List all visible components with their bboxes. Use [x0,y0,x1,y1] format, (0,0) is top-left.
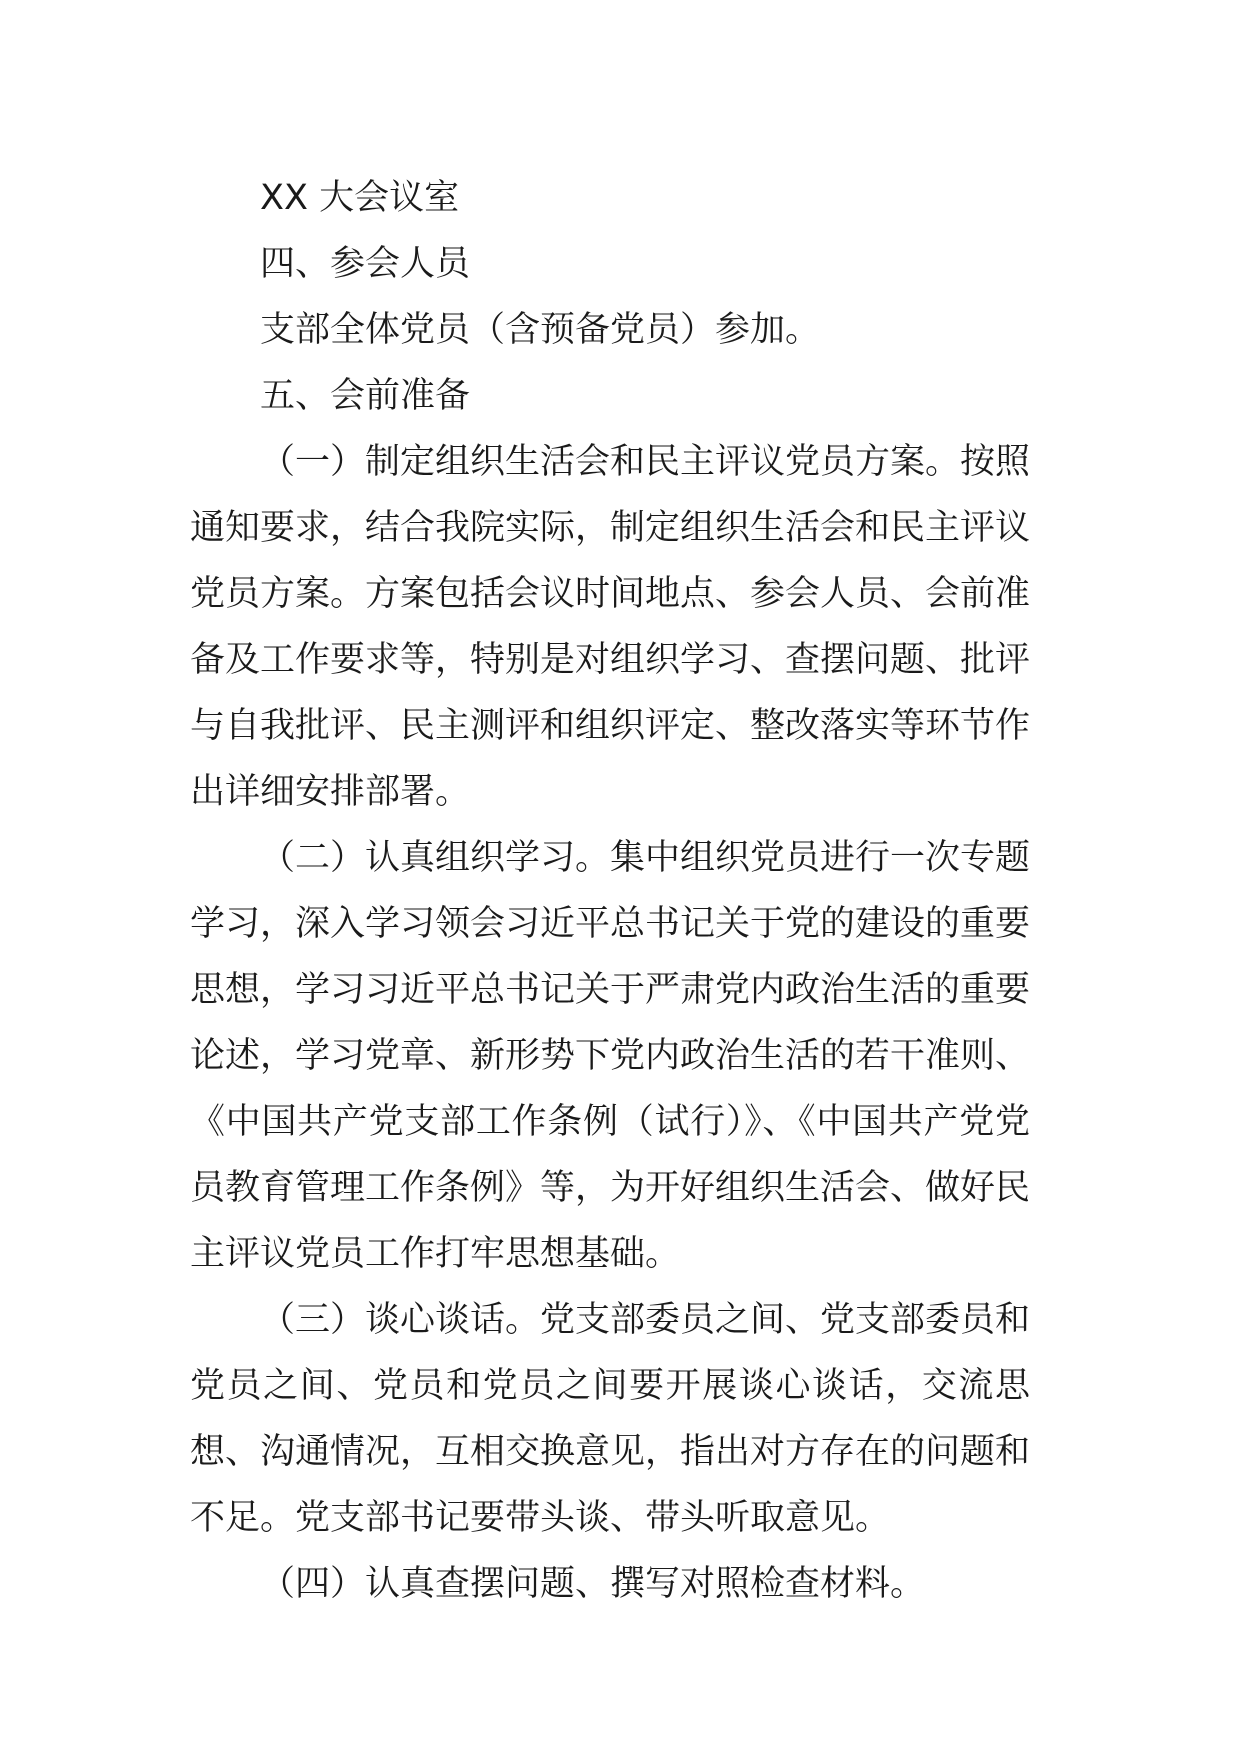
preparation-item-1: （一）制定组织生活会和民主评议党员方案。按照通知要求，结合我院实际，制定组织生活会和民主评议党员方案。方案包括会议时间地点、参会人员、会前准备及工作要求等，特别是对组织学习、查摆问题、批评与自我批评、民主测评和组织评定、整改落实等环节作出详细安排部署。 [190,442,1031,812]
document-body [190,165,1030,1617]
preparation-item-3: （三）谈心谈话。党支部委员之间、党支部委员和党员之间、党员和党员之间要开展谈心谈话，交流思想、沟通情况，互相交换意见，指出对方存在的问题和不足。党支部书记要带头谈、带头听取意见。 [190,1300,1031,1538]
section-heading-participants: 四、参会人员 [260,244,471,284]
preparation-item-2: （二）认真组织学习。集中组织党员进行一次专题学习，深入学习领会习近平总书记关于党的建设的重要思想，学习习近平总书记关于严肃党内政治生活的重要论述，学习党章、新形势下党内政治生活的若干准则、《中国共产党支部工作条例（试行）》、《中国共产党党员教育管理工作条例》等，为开好组织生活会、做好民主评议党员工作打牢思想基础。 [190,838,1031,1274]
preparation-item-4: （四）认真查摆问题、撰写对照检查材料。 [260,1564,926,1604]
participants-text: 支部全体党员（含预备党员）参加。 [260,310,821,350]
section-heading-preparation: 五、会前准备 [260,376,471,416]
meeting-location: XX 大会议室 [260,178,460,218]
